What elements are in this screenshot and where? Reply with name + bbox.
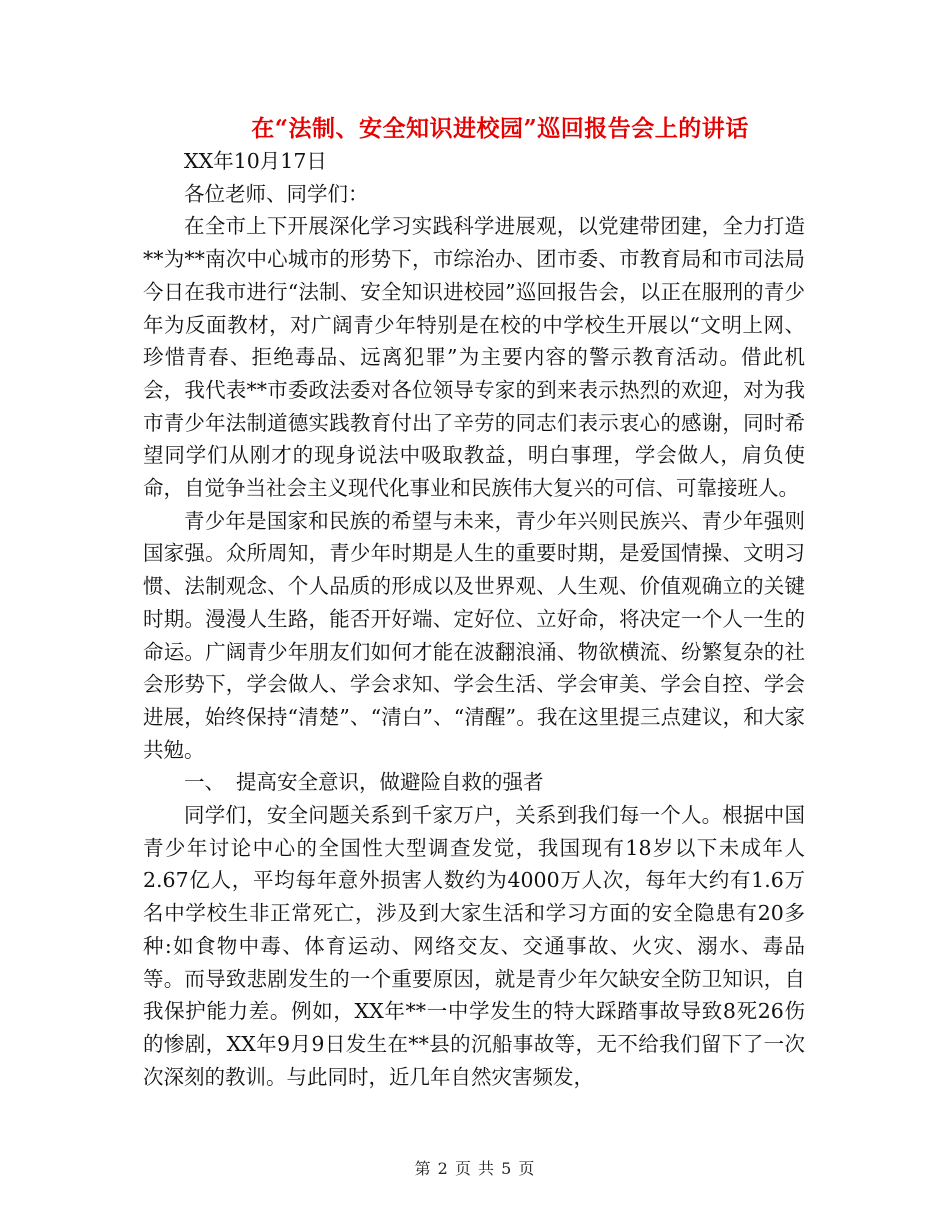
document-body	[143, 145, 805, 1093]
page-footer: 第 2 页 共 5 页	[414, 1159, 536, 1178]
document-title: 在“法制、安全知识进校园”巡回报告会上的讲话	[251, 115, 749, 142]
document-date: XX年10月17日	[184, 149, 327, 173]
section-heading-1	[143, 766, 805, 799]
section-heading-number: 一、	[184, 770, 225, 795]
greeting-line: 各位老师、同学们：	[184, 181, 369, 206]
paragraph-3: 同学们，安全问题关系到千家万户，关系到我们每一个人。根据中国青少年讨论中心的全国性大型调查发觉，我国现有18岁以下未成年人2.67亿人，平均每年意外损害人数约为4000万人次，每年大约有1.6万名中学校生非正常死亡，涉及到大家生活和学习方面的安全隐患有20多种:如食物中毒、体育运动、网络交友、交通事故、火灾、溺水、毒品等。而导致悲剧发生的一个重要原因，就是青少年欠缺安全防卫知识，自我保护能力差。例如，XX年**一中学发生的特大踩踏事故导致8死26伤的惨剧，XX年9月9日发生在**县的沉船事故等，无不给我们留下了一次次深刻的教训。与此同时，近几年自然灾害频发，	[143, 803, 805, 1089]
paragraph-2: 青少年是国家和民族的希望与未来，青少年兴则民族兴、青少年强则国家强。众所周知，青少年时期是人生的重要时期，是爱国情操、文明习惯、法制观念、个人品质的形成以及世界观、人生观、价值观确立的关键时期。漫漫人生路，能否开好端、定好位、立好命，将决定一个人一生的命运。广阔青少年朋友们如何才能在波翻浪涌、物欲横流、纷繁复杂的社会形势下，学会做人、学会求知、学会生活、学会审美、学会自控、学会进展，始终保持“清楚”、“清白”、“清醒”。我在这里提三点建议，和大家共勉。	[143, 508, 805, 762]
paragraph-1: 在全市上下开展深化学习实践科学进展观，以党建带团建，全力打造**为**南次中心城市的形势下，市综治办、团市委、市教育局和市司法局今日在我市进行“法制、安全知识进校园”巡回报告会，以正在服刑的青少年为反面教材，对广阔青少年特别是在校的中学校生开展以“文明上网、珍惜青春、拒绝毒品、远离犯罪”为主要内容的警示教育活动。借此机会，我代表**市委政法委对各位领导专家的到来表示热烈的欢迎，对为我市青少年法制道德实践教育付出了辛劳的同志们表示衷心的感谢，同时希望同学们从刚才的现身说法中吸取教益，明白事理，学会做人，肩负使命，自觉争当社会主义现代化事业和民族伟大复兴的可信、可靠接班人。	[143, 214, 805, 501]
section-heading-text: 提高安全意识，做避险自救的强者	[236, 770, 544, 795]
